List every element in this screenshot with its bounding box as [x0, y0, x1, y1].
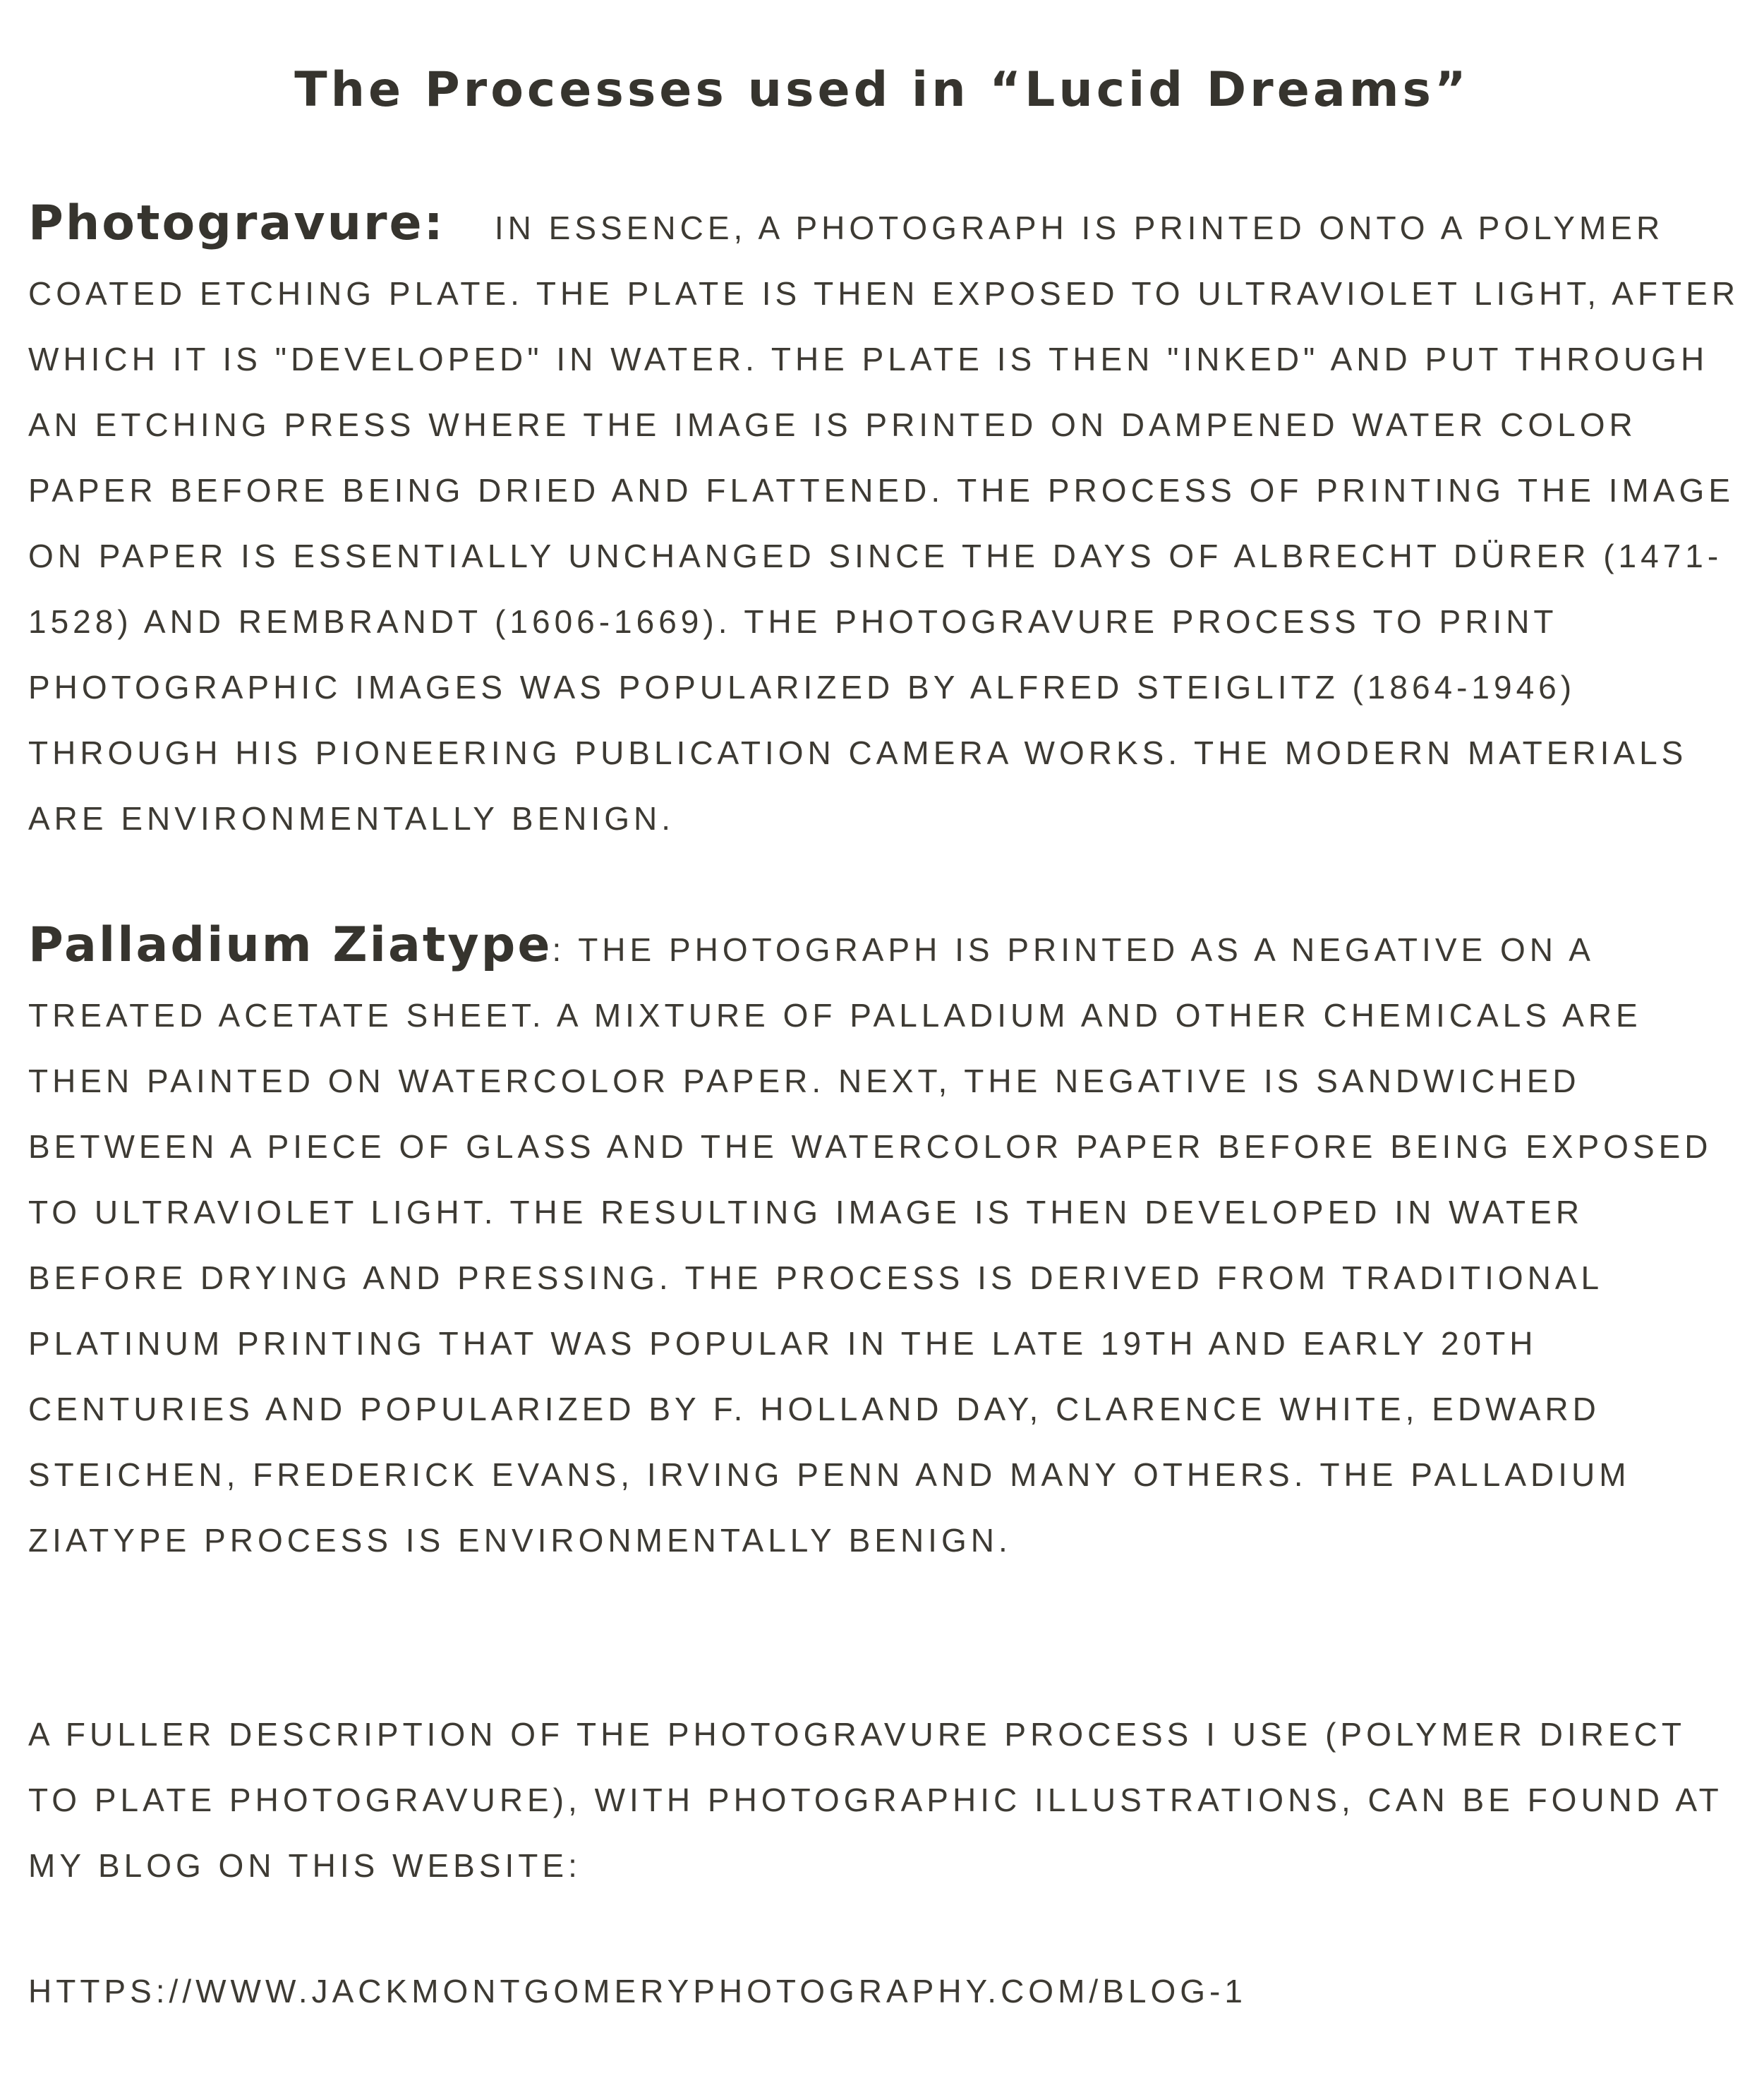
- photogravure-heading: Photogravure:: [28, 195, 445, 251]
- page-title: The Processes used in “Lucid Dreams”: [294, 62, 1470, 118]
- blog-reference-note: A FULLER DESCRIPTION OF THE PHOTOGRAVURE PROCESS I USE (POLYMER DIRECT TO PLATE PHOTOGRAVURE), WITH PHOTOGRAPHIC ILLUSTRATIONS, CAN BE FOUND AT MY BLOG ON THIS WEBSITE:: [28, 1716, 1722, 1884]
- palladium-ziatype-section: [28, 912, 1750, 1573]
- photogravure-section: [28, 191, 1750, 852]
- palladium-ziatype-body: : THE PHOTOGRAPH IS PRINTED AS A NEGATIVE ON A TREATED ACETATE SHEET. A MIXTURE OF PALLADIUM AND OTHER CHEMICALS ARE THEN PAINTED ON WATERCOLOR PAPER. NEXT, THE NEGATIVE IS SANDWICHED BETWEEN A PIECE OF GLASS AND THE WATERCOLOR PAPER BEFORE BEING EXPOSED TO ULTRAVIOLET LIGHT. THE RESULTING IMAGE IS THEN DEVELOPED IN WATER BEFORE DRYING AND PRESSING. THE PROCESS IS DERIVED FROM TRADITIONAL PLATINUM PRINTING THAT WAS POPULAR IN THE LATE 19TH AND EARLY 20TH CENTURIES AND POPULARIZED BY F. HOLLAND DAY, CLARENCE WHITE, EDWARD STEICHEN, FREDERICK EVANS, IRVING PENN AND MANY OTHERS. THE PALLADIUM ZIATYPE PROCESS IS ENVIRONMENTALLY BENIGN.: [28, 931, 1712, 1559]
- blog-url: HTTPS://WWW.JACKMONTGOMERYPHOTOGRAPHY.COM/BLOG-1: [28, 1973, 1247, 2009]
- photogravure-body: IN ESSENCE, A PHOTOGRAPH IS PRINTED ONTO A POLYMER COATED ETCHING PLATE. THE PLATE IS THEN EXPOSED TO ULTRAVIOLET LIGHT, AFTER WHICH IT IS "DEVELOPED" IN WATER. THE PLATE IS THEN "INKED" AND PUT THROUGH AN ETCHING PRESS WHERE THE IMAGE IS PRINTED ON DAMPENED WATER COLOR PAPER BEFORE BEING DRIED AND FLATTENED. THE PROCESS OF PRINTING THE IMAGE ON PAPER IS ESSENTIALLY UNCHANGED SINCE THE DAYS OF ALBRECHT DÜRER (1471-1528) AND REMBRANDT (1606-1669). THE PHOTOGRAVURE PROCESS TO PRINT PHOTOGRAPHIC IMAGES WAS POPULARIZED BY ALFRED STEIGLITZ (1864-1946) THROUGH HIS PIONEERING PUBLICATION CAMERA WORKS. THE MODERN MATERIALS ARE ENVIRONMENTALLY BENIGN.: [28, 210, 1740, 837]
- palladium-ziatype-heading: Palladium Ziatype: [28, 917, 552, 973]
